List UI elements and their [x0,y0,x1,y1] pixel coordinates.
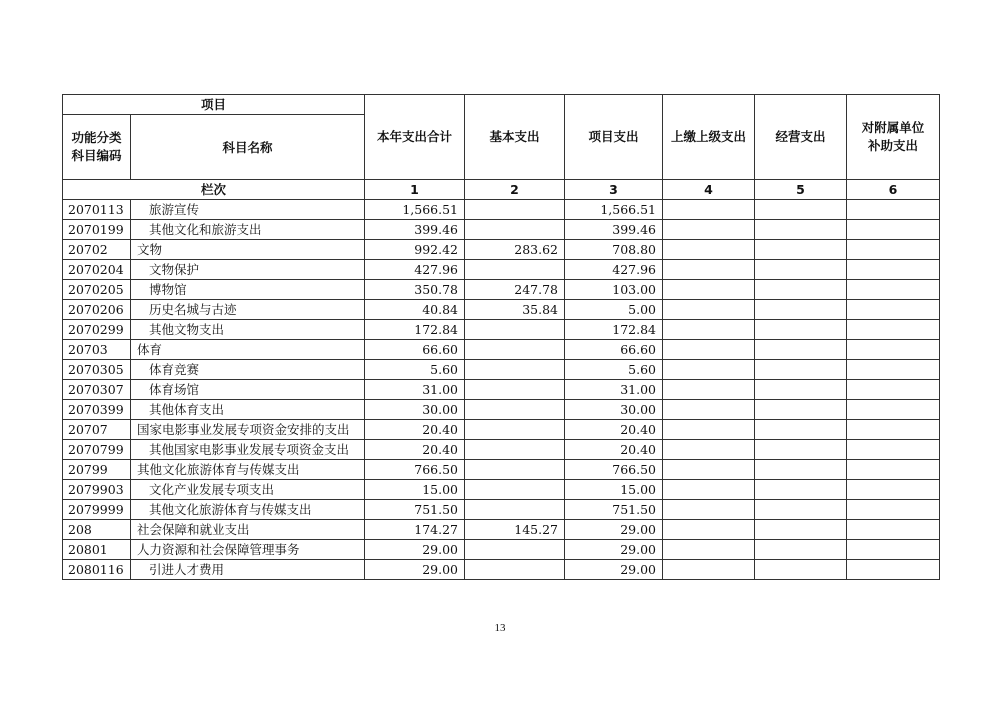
basic-expenditure-cell [465,200,565,220]
basic-expenditure-cell: 247.78 [465,280,565,300]
subject-name-cell: 其他文物支出 [131,320,365,340]
project-expenditure-cell: 31.00 [565,380,663,400]
table-row [63,440,940,460]
upper-level-expenditure-cell [663,420,755,440]
business-expenditure-cell [755,400,847,420]
total-expenditure-cell: 399.46 [365,220,465,240]
table-row [63,560,940,580]
business-expenditure-cell [755,420,847,440]
subject-name-cell: 社会保障和就业支出 [131,520,365,540]
item-header: 项目 [63,95,365,115]
column-number: 6 [847,180,940,200]
table-row [63,340,940,360]
subsidy-expenditure-cell [847,520,940,540]
subject-name-cell: 历史名城与古迹 [131,300,365,320]
business-expenditure-cell [755,480,847,500]
total-expenditure-cell: 1,566.51 [365,200,465,220]
expenditure-table [62,94,940,580]
column-number: 1 [365,180,465,200]
subject-name-cell: 体育场馆 [131,380,365,400]
total-expenditure-cell: 29.00 [365,560,465,580]
project-expenditure-cell: 29.00 [565,520,663,540]
subject-code-cell: 2070299 [63,320,131,340]
upper-level-expenditure-cell [663,220,755,240]
basic-expenditure-cell [465,320,565,340]
subject-name-cell: 文物 [131,240,365,260]
basic-expenditure-cell [465,220,565,240]
subsidy-expenditure-cell [847,300,940,320]
subject-code-cell: 2070206 [63,300,131,320]
subject-name-cell: 其他文化旅游体育与传媒支出 [131,460,365,480]
business-expenditure-cell [755,440,847,460]
total-expenditure-cell: 20.40 [365,440,465,460]
upper-level-expenditure-cell [663,200,755,220]
subject-code-cell: 2079903 [63,480,131,500]
subject-code-cell: 20703 [63,340,131,360]
subject-name-cell: 博物馆 [131,280,365,300]
total-expenditure-cell: 172.84 [365,320,465,340]
row-index-label: 栏次 [63,180,365,200]
basic-expenditure-cell [465,380,565,400]
project-expenditure-cell: 766.50 [565,460,663,480]
upper-level-expenditure-cell [663,320,755,340]
basic-expenditure-header: 基本支出 [465,95,565,180]
upper-level-expenditure-cell [663,520,755,540]
project-expenditure-cell: 29.00 [565,560,663,580]
column-number: 2 [465,180,565,200]
table-row [63,460,940,480]
subsidy-expenditure-cell [847,240,940,260]
upper-level-expenditure-cell [663,460,755,480]
total-expenditure-cell: 766.50 [365,460,465,480]
total-expenditure-cell: 66.60 [365,340,465,360]
basic-expenditure-cell [465,340,565,360]
subsidy-expenditure-cell [847,480,940,500]
subject-code-cell: 20702 [63,240,131,260]
project-expenditure-cell: 708.80 [565,240,663,260]
subsidy-expenditure-cell [847,420,940,440]
project-expenditure-cell: 15.00 [565,480,663,500]
business-expenditure-cell [755,560,847,580]
subsidy-expenditure-cell [847,380,940,400]
basic-expenditure-cell [465,400,565,420]
upper-level-expenditure-cell [663,540,755,560]
business-expenditure-cell [755,220,847,240]
subject-code-cell: 2070799 [63,440,131,460]
table-row [63,260,940,280]
subsidy-expenditure-header: 对附属单位补助支出 [847,95,940,180]
page-number: 13 [494,622,506,634]
subject-name-cell: 体育 [131,340,365,360]
upper-level-expenditure-cell [663,280,755,300]
subject-code-cell: 2070113 [63,200,131,220]
subject-code-cell: 2079999 [63,500,131,520]
subsidy-expenditure-cell [847,460,940,480]
subject-code-cell: 2070199 [63,220,131,240]
subject-name-header: 科目名称 [131,115,365,180]
basic-expenditure-cell [465,420,565,440]
subsidy-expenditure-cell [847,540,940,560]
business-expenditure-header: 经营支出 [755,95,847,180]
basic-expenditure-cell [465,440,565,460]
table-row [63,400,940,420]
total-expenditure-cell: 15.00 [365,480,465,500]
column-number: 3 [565,180,663,200]
project-expenditure-cell: 20.40 [565,420,663,440]
upper-level-expenditure-cell [663,260,755,280]
upper-level-expenditure-cell [663,480,755,500]
upper-level-expenditure-cell [663,340,755,360]
subsidy-expenditure-cell [847,560,940,580]
basic-expenditure-cell: 145.27 [465,520,565,540]
project-expenditure-cell: 5.00 [565,300,663,320]
subject-code-cell: 2070305 [63,360,131,380]
business-expenditure-cell [755,240,847,260]
table-row [63,500,940,520]
subject-code-cell: 2070205 [63,280,131,300]
total-expenditure-cell: 350.78 [365,280,465,300]
total-expenditure-header: 本年支出合计 [365,95,465,180]
project-expenditure-header: 项目支出 [565,95,663,180]
business-expenditure-cell [755,260,847,280]
total-expenditure-cell: 31.00 [365,380,465,400]
basic-expenditure-cell [465,360,565,380]
subject-name-cell: 其他文化旅游体育与传媒支出 [131,500,365,520]
total-expenditure-cell: 20.40 [365,420,465,440]
project-expenditure-cell: 5.60 [565,360,663,380]
project-expenditure-cell: 20.40 [565,440,663,460]
subject-code-cell: 2070399 [63,400,131,420]
basic-expenditure-cell [465,500,565,520]
business-expenditure-cell [755,380,847,400]
subject-code-cell: 20799 [63,460,131,480]
business-expenditure-cell [755,520,847,540]
subsidy-expenditure-cell [847,220,940,240]
business-expenditure-cell [755,360,847,380]
column-number: 5 [755,180,847,200]
upper-level-expenditure-cell [663,240,755,260]
project-expenditure-cell: 172.84 [565,320,663,340]
business-expenditure-cell [755,500,847,520]
project-expenditure-cell: 66.60 [565,340,663,360]
subject-name-cell: 引进人才费用 [131,560,365,580]
subsidy-expenditure-cell [847,360,940,380]
column-index-row [63,180,940,200]
subject-code-cell: 2070204 [63,260,131,280]
subsidy-expenditure-cell [847,260,940,280]
business-expenditure-cell [755,340,847,360]
upper-level-expenditure-cell [663,560,755,580]
upper-level-expenditure-cell [663,360,755,380]
basic-expenditure-cell [465,540,565,560]
subsidy-expenditure-cell [847,340,940,360]
project-expenditure-cell: 30.00 [565,400,663,420]
total-expenditure-cell: 427.96 [365,260,465,280]
total-expenditure-cell: 30.00 [365,400,465,420]
subsidy-expenditure-cell [847,280,940,300]
table-row [63,220,940,240]
table-row [63,200,940,220]
header-row-top [63,95,940,115]
business-expenditure-cell [755,460,847,480]
column-number: 4 [663,180,755,200]
subsidy-expenditure-cell [847,500,940,520]
subsidy-expenditure-cell [847,200,940,220]
table-row [63,360,940,380]
business-expenditure-cell [755,300,847,320]
business-expenditure-cell [755,280,847,300]
table-row [63,240,940,260]
business-expenditure-cell [755,200,847,220]
project-expenditure-cell: 103.00 [565,280,663,300]
subject-name-cell: 人力资源和社会保障管理事务 [131,540,365,560]
total-expenditure-cell: 40.84 [365,300,465,320]
project-expenditure-cell: 1,566.51 [565,200,663,220]
basic-expenditure-cell [465,260,565,280]
table-row [63,300,940,320]
total-expenditure-cell: 5.60 [365,360,465,380]
total-expenditure-cell: 992.42 [365,240,465,260]
table-row [63,420,940,440]
subject-name-cell: 国家电影事业发展专项资金安排的支出 [131,420,365,440]
upper-level-expenditure-header: 上缴上级支出 [663,95,755,180]
table-row [63,320,940,340]
subject-name-cell: 其他文化和旅游支出 [131,220,365,240]
basic-expenditure-cell: 283.62 [465,240,565,260]
project-expenditure-cell: 399.46 [565,220,663,240]
total-expenditure-cell: 174.27 [365,520,465,540]
basic-expenditure-cell [465,480,565,500]
basic-expenditure-cell [465,460,565,480]
subject-name-cell: 其他体育支出 [131,400,365,420]
subject-name-cell: 其他国家电影事业发展专项资金支出 [131,440,365,460]
table-row [63,540,940,560]
business-expenditure-cell [755,320,847,340]
upper-level-expenditure-cell [663,380,755,400]
total-expenditure-cell: 29.00 [365,540,465,560]
subject-code-cell: 2070307 [63,380,131,400]
table-row [63,480,940,500]
subsidy-expenditure-cell [847,320,940,340]
subject-name-cell: 旅游宣传 [131,200,365,220]
basic-expenditure-cell: 35.84 [465,300,565,320]
upper-level-expenditure-cell [663,400,755,420]
subject-name-cell: 体育竞赛 [131,360,365,380]
table-row [63,280,940,300]
project-expenditure-cell: 29.00 [565,540,663,560]
upper-level-expenditure-cell [663,300,755,320]
subject-code-cell: 20707 [63,420,131,440]
total-expenditure-cell: 751.50 [365,500,465,520]
subject-code-cell: 20801 [63,540,131,560]
table-row [63,520,940,540]
subsidy-expenditure-cell [847,400,940,420]
upper-level-expenditure-cell [663,440,755,460]
basic-expenditure-cell [465,560,565,580]
subject-code-cell: 2080116 [63,560,131,580]
upper-level-expenditure-cell [663,500,755,520]
subject-name-cell: 文化产业发展专项支出 [131,480,365,500]
subject-name-cell: 文物保护 [131,260,365,280]
subject-code-cell: 208 [63,520,131,540]
function-code-header: 功能分类 科目编码 [63,115,131,180]
table-row [63,380,940,400]
project-expenditure-cell: 751.50 [565,500,663,520]
business-expenditure-cell [755,540,847,560]
project-expenditure-cell: 427.96 [565,260,663,280]
subsidy-expenditure-cell [847,440,940,460]
